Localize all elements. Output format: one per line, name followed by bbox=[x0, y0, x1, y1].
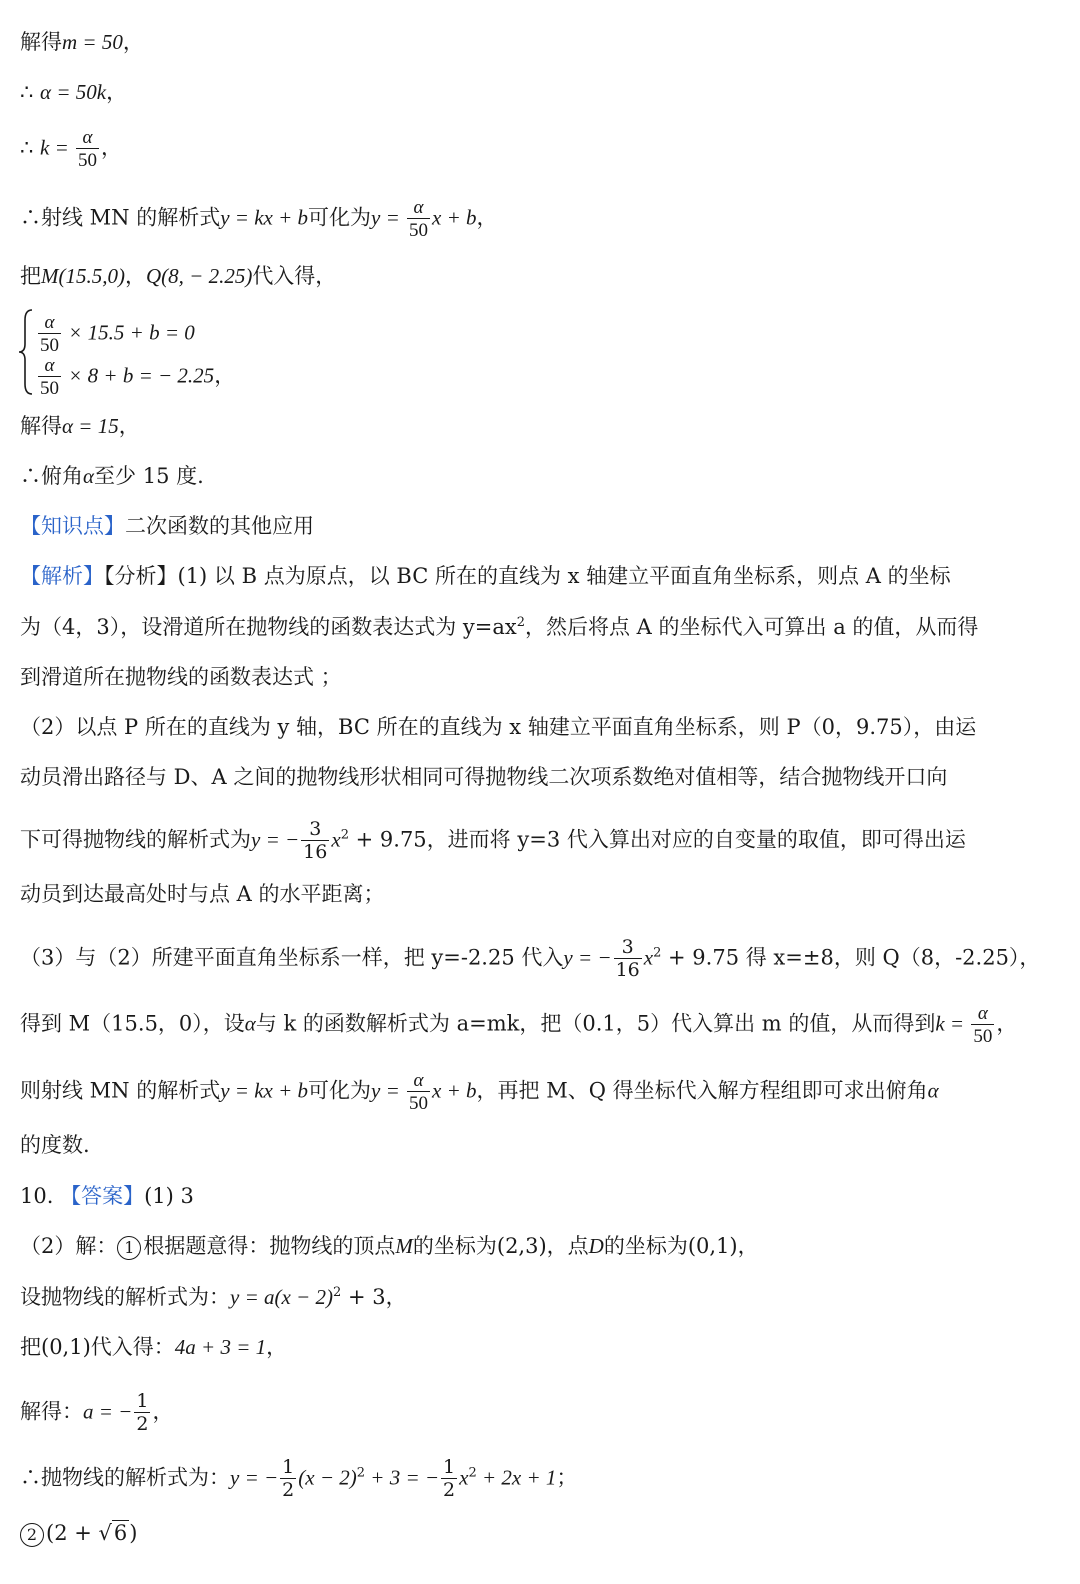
analysis-part3-line4: 的度数. bbox=[20, 1133, 90, 1157]
analysis-part2-line4: 动员到达最高处时与点 A 的水平距离； bbox=[20, 882, 385, 906]
circled-number-1: 1 bbox=[117, 1236, 141, 1260]
fraction: $\frac{\alpha}{50}$ bbox=[409, 1070, 429, 1114]
line-k-fraction: ∴ k = $\frac{\alpha}{50}$ ， bbox=[20, 127, 123, 171]
line-solve-alpha: 解得α = 15， bbox=[20, 414, 140, 438]
line-solve-m: 解得m = 50， bbox=[20, 30, 144, 54]
equation-system-row-2: $\frac{\alpha}{50}$ × 8 + b = − 2.25， bbox=[40, 355, 236, 399]
fraction: $\frac{\alpha}{50}$ bbox=[409, 197, 429, 241]
fraction: $\frac{3}{16}$ bbox=[615, 936, 640, 981]
line-ray-mn-expression: ∴射线 MN 的解析式y = kx + b可化为y = $\frac{\alpha}{50}$ x + b， bbox=[20, 197, 498, 241]
line-knowledge-point: 【知识点】二次函数的其他应用 bbox=[20, 514, 314, 538]
q10-part2-line1: （2）解： 1 根据题意得：抛物线的顶点M的坐标为(2,3)，点D的坐标为(0,1)， bbox=[20, 1234, 759, 1258]
fraction: $\frac{1}{2}$ bbox=[443, 1456, 456, 1501]
fraction: $\frac{\alpha}{50}$ bbox=[78, 127, 98, 171]
fraction: $\frac{\alpha}{50}$ bbox=[40, 355, 59, 399]
q10-part2-line3: 把(0,1)代入得：4a + 3 = 1， bbox=[20, 1335, 288, 1359]
analysis-part2-line1: （2）以点 P 所在的直线为 y 轴，BC 所在的直线为 x 轴建立平面直角坐标系，则 P（0，9.75），由运 bbox=[20, 715, 977, 739]
circled-number-2: 2 bbox=[20, 1523, 44, 1547]
analysis-part1-line3: 到滑道所在抛物线的函数表达式 ； bbox=[20, 665, 342, 689]
fraction: $\frac{1}{2}$ bbox=[136, 1390, 149, 1435]
analysis-part3-line2: 得到 M（15.5，0），设α与 k 的函数解析式为 a=mk，把（0.1，5）代入算出 m 的值，从而得到k = $\frac{\alpha}{50}$ ， bbox=[20, 1003, 1018, 1047]
analysis-part1-line1: 【解析】【分析】(1) 以 B 点为原点，以 BC 所在的直线为 x 轴建立平面直角坐标系，则点 A 的坐标 bbox=[20, 564, 951, 588]
q10-part2-line4: 解得：a = − $\frac{1}{2}$ ， bbox=[20, 1390, 174, 1435]
analysis-tag: 【解析】 bbox=[20, 564, 104, 588]
equation-system-row-1: $\frac{\alpha}{50}$ × 15.5 + b = 0 bbox=[40, 312, 195, 356]
answer-tag: 【答案】 bbox=[60, 1184, 145, 1208]
q10-part2-line5: ∴抛物线的解析式为：y = − $\frac{1}{2}$ $(x - 2)^2 + 3$ = − $\frac{1}{2}$ $x^2 + 2x + 1$； bbox=[20, 1456, 578, 1501]
analysis-part3-line1: （3）与（2）所建平面直角坐标系一样，把 y=-2.25 代入y = − $\frac{3}{16}$ $x^2 + 9.75$ 得 x=±8，则 Q（8，-2.25）， bbox=[20, 936, 1041, 981]
fraction: $\frac{\alpha}{50}$ bbox=[973, 1003, 993, 1047]
q10-part2-line2: 设抛物线的解析式为：$y = a(x - 2)^2 + 3$， bbox=[20, 1285, 407, 1309]
line-alpha-50k: ∴ α = 50k， bbox=[20, 80, 128, 104]
fraction: $\frac{3}{16}$ bbox=[303, 818, 328, 863]
line-conclusion-depression-angle: ∴俯角α至少 15 度. bbox=[20, 464, 204, 488]
q10-answer-line: 10. 【答案】(1) 3 bbox=[20, 1184, 194, 1208]
analysis-part3-line3: 则射线 MN 的解析式y = kx + b可化为y = $\frac{\alpha}{50}$ x + b，再把 M、Q 得坐标代入解方程组即可求出俯角α bbox=[20, 1070, 939, 1114]
fraction: $\frac{\alpha}{50}$ bbox=[40, 312, 59, 356]
analysis-part2-line3: 下可得抛物线的解析式为y = − $\frac{3}{16}$ $x^2 + 9.75$，进而将 y=3 代入算出对应的自变量的取值，即可得出运 bbox=[20, 818, 966, 863]
line-substitute-points: 把M(15.5,0)，Q(8, − 2.25)代入得， bbox=[20, 264, 337, 288]
system-brace bbox=[18, 308, 34, 396]
knowledge-point-tag: 【知识点】 bbox=[20, 514, 125, 538]
sqrt-icon: √ bbox=[98, 1521, 112, 1545]
analysis-part1-line2: 为（4，3），设滑道所在抛物线的函数表达式为 $y=ax^2$，然后将点 A 的坐标代入可算出 a 的值，从而得 bbox=[20, 615, 979, 639]
analysis-part2-line2: 动员滑出路径与 D、A 之间的抛物线形状相同可得抛物线二次项系数绝对值相等，结合抛物线开口向 bbox=[20, 765, 948, 789]
fraction: $\frac{1}{2}$ bbox=[282, 1456, 295, 1501]
q10-part2-sub2-line: 2 (2 + √6) bbox=[20, 1518, 1056, 1548]
